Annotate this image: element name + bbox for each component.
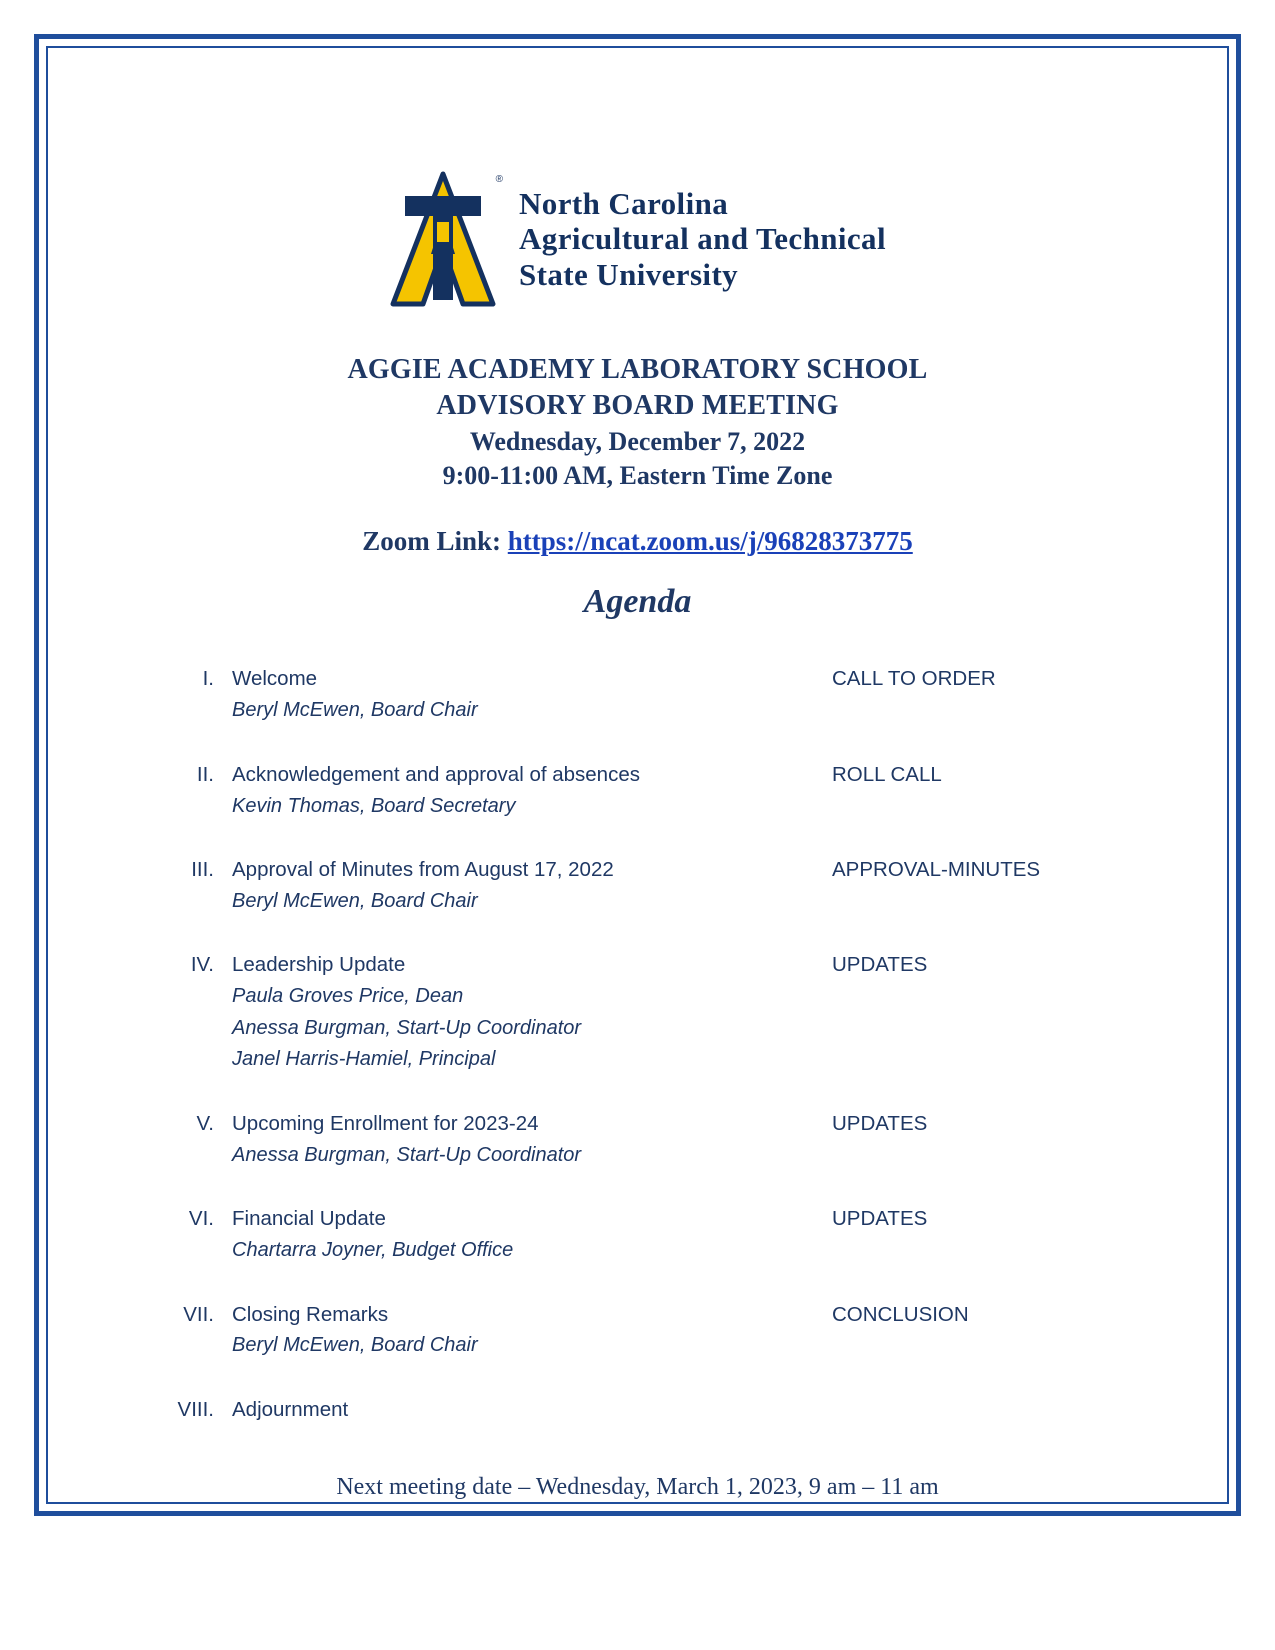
- item-topic: Upcoming Enrollment for 2023-24: [232, 1112, 539, 1135]
- ncat-aggie-logo-icon: [389, 170, 504, 308]
- item-tag: APPROVAL-MINUTES: [832, 858, 1041, 882]
- item-presenter: Beryl McEwen, Board Chair: [232, 889, 478, 912]
- item-tag: UPDATES: [832, 1112, 928, 1135]
- item-numeral: VIII.: [177, 1398, 214, 1422]
- item-tag: UPDATES: [832, 1207, 928, 1231]
- item-tag: CONCLUSION: [832, 1302, 969, 1326]
- item-topic: Leadership Update: [232, 953, 406, 977]
- list-item: [152, 1299, 1165, 1362]
- document-content: [70, 70, 1205, 1500]
- item-tag: CALL TO ORDER: [832, 667, 996, 691]
- item-topic: Welcome: [232, 667, 318, 691]
- list-item: [152, 663, 1165, 726]
- wordmark-line-2: Agricultural and Technical: [519, 221, 886, 257]
- agenda-heading: Agenda: [583, 583, 692, 621]
- zoom-link-label: Zoom Link:: [362, 526, 502, 557]
- list-item: [152, 1108, 1165, 1171]
- university-logo: [110, 170, 1165, 308]
- item-presenter: Kevin Thomas, Board Secretary: [232, 794, 516, 817]
- list-item: [152, 1394, 1165, 1426]
- item-topic: Acknowledgement and approval of absences: [232, 762, 640, 786]
- item-numeral: II.: [196, 762, 214, 786]
- page-title: [110, 352, 1165, 492]
- item-presenter: Anessa Burgman, Start-Up Coordinator: [232, 1143, 582, 1166]
- zoom-link-row: [110, 526, 1165, 557]
- meeting-date: Wednesday, December 7, 2022: [469, 426, 806, 456]
- item-topic: Approval of Minutes from August 17, 2022: [232, 858, 614, 882]
- item-numeral: V.: [196, 1112, 214, 1135]
- item-numeral: IV.: [190, 953, 214, 977]
- item-numeral: VI.: [188, 1207, 214, 1231]
- title-line-2: ADVISORY BOARD MEETING: [436, 390, 839, 422]
- item-numeral: III.: [191, 858, 214, 882]
- item-presenter: Beryl McEwen, Board Chair: [232, 699, 478, 722]
- item-tag: UPDATES: [832, 953, 928, 977]
- item-numeral: VII.: [183, 1302, 214, 1326]
- item-presenter: Chartarra Joyner, Budget Office: [232, 1239, 514, 1262]
- item-presenter: Janel Harris-Hamiel, Principal: [232, 1048, 496, 1071]
- university-wordmark: [519, 186, 886, 291]
- zoom-link[interactable]: https://ncat.zoom.us/j/96828373775: [507, 526, 913, 557]
- item-topic: Closing Remarks: [232, 1302, 389, 1326]
- list-item: [152, 759, 1165, 822]
- list-item: [152, 949, 1165, 1076]
- title-line-1: AGGIE ACADEMY LABORATORY SCHOOL: [347, 354, 928, 385]
- item-topic: Adjournment: [232, 1398, 349, 1422]
- list-item: [152, 1203, 1165, 1266]
- item-presenter: Paula Groves Price, Dean: [232, 985, 464, 1008]
- list-item: [152, 854, 1165, 917]
- item-presenter: Beryl McEwen, Board Chair: [232, 1334, 478, 1357]
- meeting-time: 9:00-11:00 AM, Eastern Time Zone: [442, 460, 833, 490]
- item-tag: ROLL CALL: [832, 762, 942, 786]
- agenda-list: [110, 663, 1165, 1425]
- item-numeral: I.: [202, 667, 214, 691]
- item-presenter: Anessa Burgman, Start-Up Coordinator: [232, 1016, 582, 1039]
- registered-mark-icon: ®: [495, 174, 504, 185]
- item-topic: Financial Update: [232, 1207, 386, 1231]
- next-meeting-note: Next meeting date – Wednesday, March 1, 2023, 9 am – 11 am: [336, 1473, 939, 1500]
- wordmark-line-3: State University: [519, 256, 739, 292]
- wordmark-line-1: North Carolina: [519, 186, 729, 222]
